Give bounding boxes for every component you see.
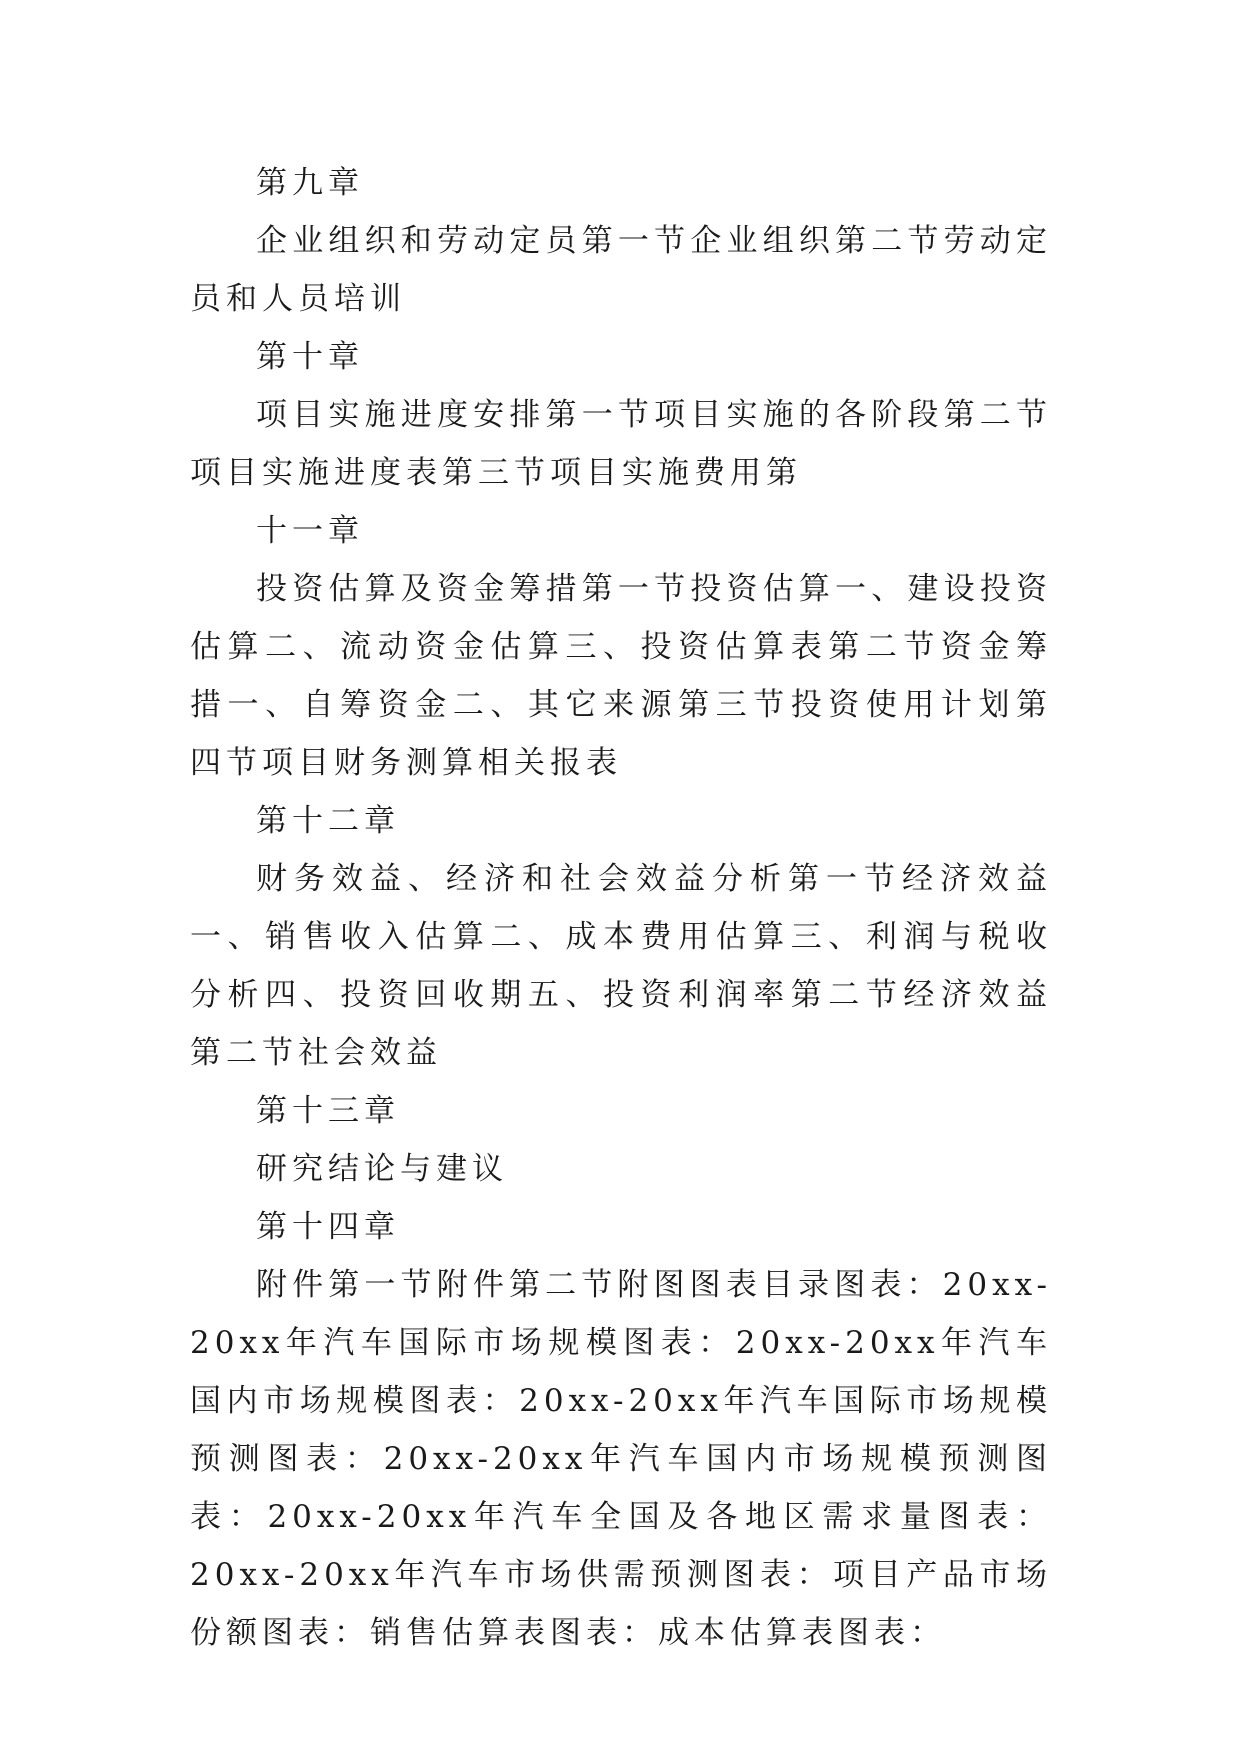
chapter-heading-11: 十一章 — [256, 513, 364, 549]
chapter-heading-12: 第十二章 — [256, 803, 400, 839]
document-body — [190, 154, 1052, 1662]
chapter-11-contents: 投资估算及资金筹措第一节投资估算一、建设投资估算二、流动资金估算三、投资估算表第二节资金筹措一、自筹资金二、其它来源第三节投资使用计划第四节项目财务测算相关报表 — [190, 571, 1052, 781]
chapter-9-contents: 企业组织和劳动定员第一节企业组织第二节劳动定员和人员培训 — [190, 223, 1052, 317]
chapter-14-contents: 附件第一节附件第二节附图图表目录图表：20xx-20xx年汽车国际市场规模图表：20xx-20xx年汽车国内市场规模图表：20xx-20xx年汽车国际市场规模预测图表：20xx-20xx年汽车国内市场规模预测图表：20xx-20xx年汽车全国及各地区需求量图表：20xx-20xx年汽车市场供需预测图表：项目产品市场份额图表：销售估算表图表：成本估算表图表： — [190, 1267, 1052, 1651]
chapter-heading-9: 第九章 — [256, 165, 364, 201]
chapter-13-contents: 研究结论与建议 — [256, 1151, 508, 1187]
chapter-heading-14: 第十四章 — [256, 1209, 400, 1245]
chapter-12-contents: 财务效益、经济和社会效益分析第一节经济效益一、销售收入估算二、成本费用估算三、利润与税收分析四、投资回收期五、投资利润率第二节经济效益第二节社会效益 — [190, 861, 1052, 1071]
chapter-heading-13: 第十三章 — [256, 1093, 400, 1129]
chapter-10-contents: 项目实施进度安排第一节项目实施的各阶段第二节项目实施进度表第三节项目实施费用第 — [190, 397, 1052, 491]
chapter-heading-10: 第十章 — [256, 339, 364, 375]
